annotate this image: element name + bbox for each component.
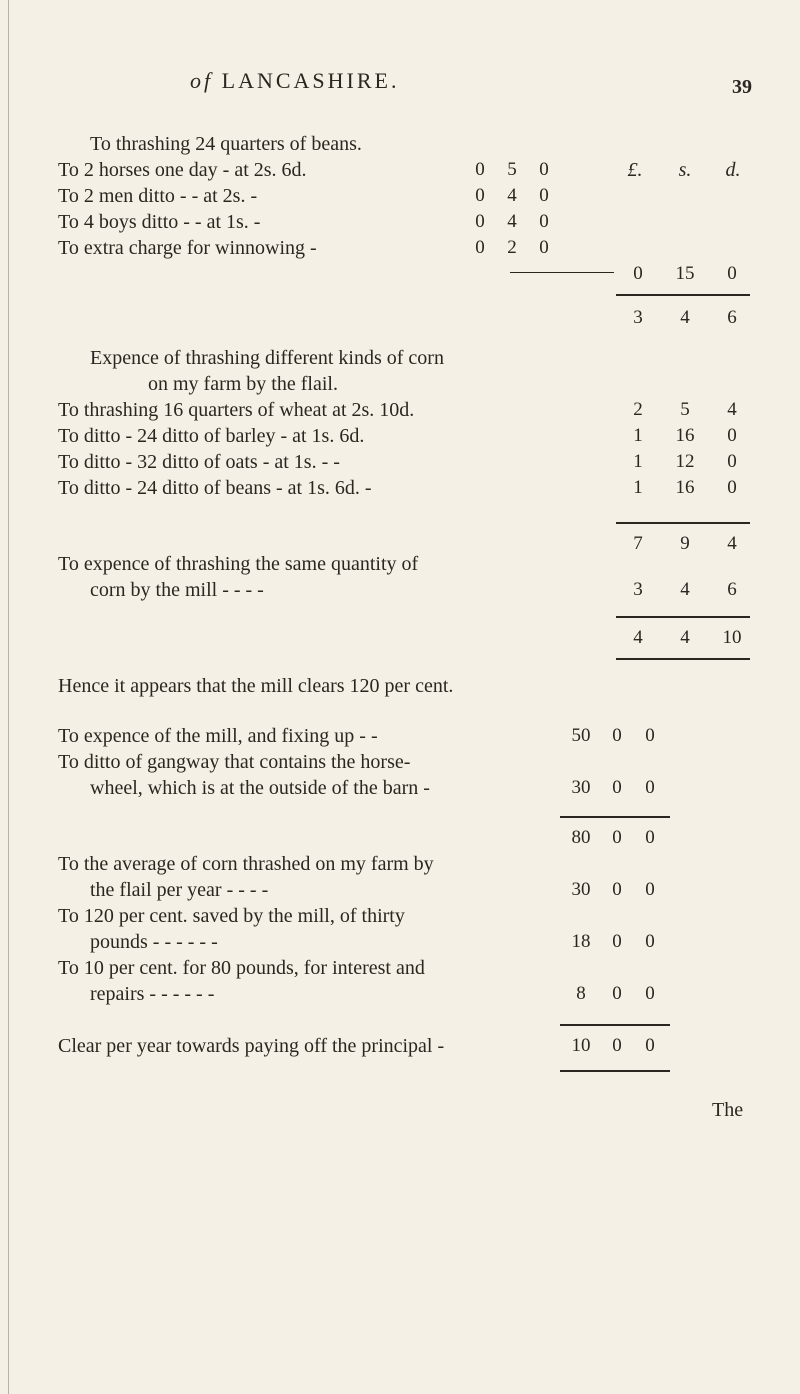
section2-row-1-pence: 4 bbox=[727, 399, 737, 420]
section2-difference-rule bbox=[616, 616, 750, 618]
section3-row5-line1: To 10 per cent. for 80 pounds, for interest and bbox=[58, 957, 425, 979]
section1-row-3-label: To 4 boys ditto - - at 1s. - bbox=[58, 211, 261, 233]
section1-row-4-shillings: 2 bbox=[507, 237, 517, 258]
section2-row-1-shillings: 5 bbox=[680, 399, 690, 420]
section1-row-1-pounds: 0 bbox=[475, 159, 485, 180]
running-head-title: LANCASHIRE. bbox=[221, 68, 400, 93]
section3-row5-shillings: 0 bbox=[612, 983, 622, 1004]
section3-row3-line2: the flail per year - - - - bbox=[90, 879, 269, 901]
section2-difference-shillings: 4 bbox=[680, 627, 690, 648]
section3-row5-pounds: 8 bbox=[576, 983, 586, 1004]
section3-row4-pence: 0 bbox=[645, 931, 655, 952]
conclusion-text: Hence it appears that the mill clears 120 per cent. bbox=[58, 675, 454, 697]
catchword: The bbox=[712, 1099, 744, 1121]
section3-total-rule bbox=[560, 816, 670, 818]
section1-subtotal-rule bbox=[510, 272, 614, 273]
section2-row-2-label: To ditto - 24 ditto of barley - at 1s. 6d. bbox=[58, 425, 365, 447]
section2-row-3-pounds: 1 bbox=[633, 451, 643, 472]
section1-subtotal-pence: 0 bbox=[727, 263, 737, 284]
section1-row-3-shillings: 4 bbox=[507, 211, 517, 232]
section2-total-rule bbox=[616, 522, 750, 524]
section2-total-shillings: 9 bbox=[680, 533, 690, 554]
section3-total-pence: 0 bbox=[645, 827, 655, 848]
column-pence-header: d. bbox=[725, 159, 741, 181]
section2-difference-pence: 10 bbox=[722, 627, 742, 648]
section3-clear-shillings: 0 bbox=[612, 1035, 622, 1056]
section3-row5-line2: repairs - - - - - - bbox=[90, 983, 215, 1005]
section3-row2-line2: wheel, which is at the outside of the barn - bbox=[90, 777, 430, 799]
section2-row-1-label: To thrashing 16 quarters of wheat at 2s. 10d. bbox=[58, 399, 415, 421]
section3-closing-rule bbox=[560, 1070, 670, 1072]
section3-row1-shillings: 0 bbox=[612, 725, 622, 746]
section1-row-4-pounds: 0 bbox=[475, 237, 485, 258]
section3-total-pounds: 80 bbox=[571, 827, 591, 848]
section3-row4-shillings: 0 bbox=[612, 931, 622, 952]
section3-clear-pence: 0 bbox=[645, 1035, 655, 1056]
section3-total-shillings: 0 bbox=[612, 827, 622, 848]
section3-row2-pence: 0 bbox=[645, 777, 655, 798]
section1-row-1-shillings: 5 bbox=[507, 159, 517, 180]
section3-row3-shillings: 0 bbox=[612, 879, 622, 900]
section3-clear-rule bbox=[560, 1024, 670, 1026]
section3-row1-pounds: 50 bbox=[571, 725, 591, 746]
section3-clear-pounds: 10 bbox=[571, 1035, 591, 1056]
section3-row2-shillings: 0 bbox=[612, 777, 622, 798]
section2-closing-rule bbox=[616, 658, 750, 660]
section1-heading: To thrashing 24 quarters of beans. bbox=[90, 133, 362, 155]
column-shillings-header: s. bbox=[678, 159, 692, 181]
section2-mill-pounds: 3 bbox=[633, 579, 643, 600]
section2-mill-line1: To expence of thrashing the same quantity of bbox=[58, 553, 419, 575]
page-gutter bbox=[8, 0, 9, 1394]
section1-subtotal-shillings: 15 bbox=[675, 263, 695, 284]
section1-row-2-pence: 0 bbox=[539, 185, 549, 206]
section1-row-4-pence: 0 bbox=[539, 237, 549, 258]
section2-row-3-label: To ditto - 32 ditto of oats - at 1s. - - bbox=[58, 451, 340, 473]
section3-row2-line1: To ditto of gangway that contains the horse- bbox=[58, 751, 411, 773]
running-head-prefix: of bbox=[190, 68, 214, 93]
section3-row2-pounds: 30 bbox=[571, 777, 591, 798]
section2-row-3-pence: 0 bbox=[727, 451, 737, 472]
section2-mill-shillings: 4 bbox=[680, 579, 690, 600]
section1-row-3-pence: 0 bbox=[539, 211, 549, 232]
section1-total-pence: 6 bbox=[727, 307, 737, 328]
section3-clear-line: Clear per year towards paying off the principal - bbox=[58, 1035, 445, 1057]
section2-row-2-pence: 0 bbox=[727, 425, 737, 446]
section2-total-pence: 4 bbox=[727, 533, 737, 554]
section2-total-pounds: 7 bbox=[633, 533, 643, 554]
section1-total-pounds: 3 bbox=[633, 307, 643, 328]
section2-row-4-label: To ditto - 24 ditto of beans - at 1s. 6d. - bbox=[58, 477, 372, 499]
section1-row-2-pounds: 0 bbox=[475, 185, 485, 206]
section3-row4-line2: pounds - - - - - - bbox=[90, 931, 218, 953]
section1-row-2-shillings: 4 bbox=[507, 185, 517, 206]
section1-row-1-pence: 0 bbox=[539, 159, 549, 180]
section2-row-3-shillings: 12 bbox=[675, 451, 695, 472]
section1-total-shillings: 4 bbox=[680, 307, 690, 328]
section1-row-4-label: To extra charge for winnowing - bbox=[58, 237, 317, 259]
section2-row-4-pounds: 1 bbox=[633, 477, 643, 498]
section3-row1-label: To expence of the mill, and fixing up - - bbox=[58, 725, 378, 747]
running-head bbox=[190, 68, 399, 94]
page-number: 39 bbox=[732, 76, 752, 98]
section3-row4-pounds: 18 bbox=[571, 931, 591, 952]
section3-row3-pence: 0 bbox=[645, 879, 655, 900]
section2-mill-line2: corn by the mill - - - - bbox=[90, 579, 264, 601]
section3-row3-pounds: 30 bbox=[571, 879, 591, 900]
section3-row1-pence: 0 bbox=[645, 725, 655, 746]
section3-row4-line1: To 120 per cent. saved by the mill, of thirty bbox=[58, 905, 405, 927]
section3-row3-line1: To the average of corn thrashed on my farm by bbox=[58, 853, 434, 875]
section3-row5-pence: 0 bbox=[645, 983, 655, 1004]
column-pounds-header: £. bbox=[627, 159, 643, 181]
section1-total-rule bbox=[616, 294, 750, 296]
section1-row-3-pounds: 0 bbox=[475, 211, 485, 232]
section2-heading-line1: Expence of thrashing different kinds of corn bbox=[90, 347, 444, 369]
section2-row-4-pence: 0 bbox=[727, 477, 737, 498]
section1-subtotal-pounds: 0 bbox=[633, 263, 643, 284]
section2-row-2-shillings: 16 bbox=[675, 425, 695, 446]
section2-difference-pounds: 4 bbox=[633, 627, 643, 648]
section2-row-1-pounds: 2 bbox=[633, 399, 643, 420]
section1-row-2-label: To 2 men ditto - - at 2s. - bbox=[58, 185, 258, 207]
section1-row-1-label: To 2 horses one day - at 2s. 6d. bbox=[58, 159, 307, 181]
section2-row-4-shillings: 16 bbox=[675, 477, 695, 498]
section2-heading-line2: on my farm by the flail. bbox=[148, 373, 338, 395]
section2-row-2-pounds: 1 bbox=[633, 425, 643, 446]
section2-mill-pence: 6 bbox=[727, 579, 737, 600]
